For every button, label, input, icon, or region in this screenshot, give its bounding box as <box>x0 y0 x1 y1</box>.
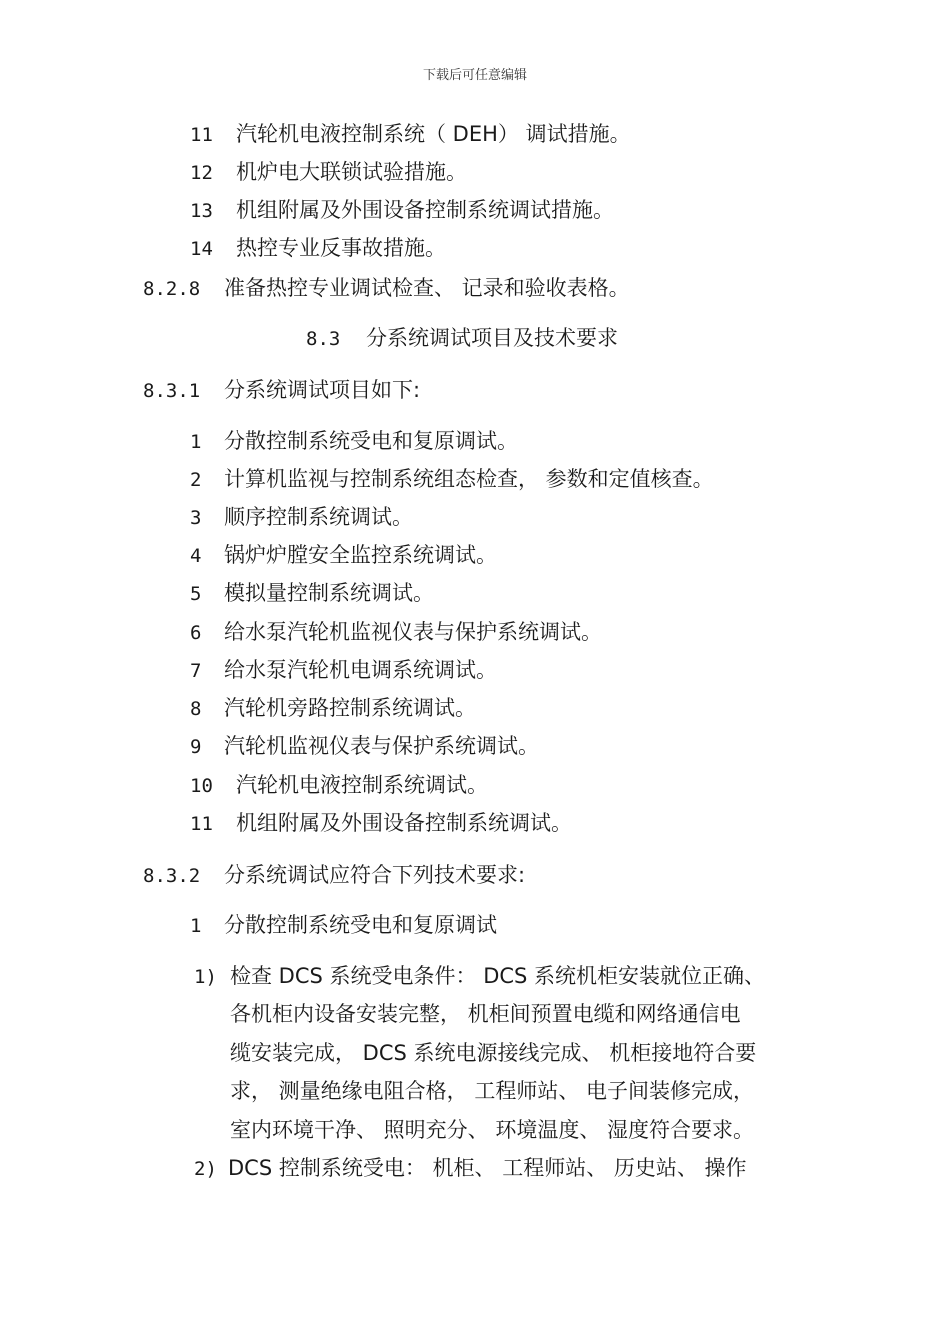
section-text: 分系统调试项目如下: <box>224 378 421 402</box>
item-number: 11 <box>190 124 213 146</box>
item-number: 4 <box>190 545 202 567</box>
item-number: 10 <box>190 775 213 797</box>
item-number: 9 <box>190 736 202 758</box>
item-number: 1 <box>190 431 202 453</box>
item-text: 机炉电大联锁试验措施。 <box>236 160 467 184</box>
page-header: 下载后可任意编辑 <box>422 68 527 83</box>
item-text: 给水泵汽轮机监视仪表与保护系统调试。 <box>224 620 602 644</box>
item-text: 汽轮机旁路控制系统调试。 <box>224 696 476 720</box>
item-number: 7 <box>190 660 202 682</box>
section-number: 8.2.8 <box>143 278 201 300</box>
item-number: 6 <box>190 622 202 644</box>
subsection-text: 分散控制系统受电和复原调试 <box>224 913 497 937</box>
item-text: 计算机监视与控制系统组态检查， 参数和定值核查。 <box>224 467 714 491</box>
section-number: 8.3.1 <box>143 380 201 402</box>
section-number: 8.3.2 <box>143 865 201 887</box>
item-text: 机组附属及外围设备控制系统调试。 <box>236 811 572 835</box>
item-text: 模拟量控制系统调试。 <box>224 581 434 605</box>
paragraph-line: 室内环境干净、 照明充分、 环境温度、 湿度符合要求。 <box>230 1118 755 1142</box>
paragraph-marker: 2) <box>194 1158 217 1180</box>
item-text: 分散控制系统受电和复原调试。 <box>224 429 518 453</box>
subsection-number: 1 <box>190 915 202 937</box>
item-text: 给水泵汽轮机电调系统调试。 <box>224 658 497 682</box>
paragraph-line: 缆安装完成， DCS 系统电源接线完成、 机柜接地符合要 <box>230 1041 757 1065</box>
paragraph-line: DCS 控制系统受电： 机柜、 工程师站、 历史站、 操作 <box>228 1156 747 1180</box>
item-text: 锅炉炉膛安全监控系统调试。 <box>224 543 497 567</box>
paragraph-line: 检查 DCS 系统受电条件： DCS 系统机柜安装就位正确、 <box>230 964 766 988</box>
item-text: 汽轮机监视仪表与保护系统调试。 <box>224 734 539 758</box>
section-text: 准备热控专业调试检查、 记录和验收表格。 <box>224 276 630 300</box>
item-number: 13 <box>190 200 213 222</box>
section-text: 分系统调试应符合下列技术要求: <box>224 863 526 887</box>
item-text: 机组附属及外围设备控制系统调试措施。 <box>236 198 614 222</box>
heading-number: 8.3 <box>306 328 341 350</box>
item-text: 顺序控制系统调试。 <box>224 505 413 529</box>
item-number: 3 <box>190 507 202 529</box>
item-number: 12 <box>190 162 213 184</box>
paragraph-line: 求， 测量绝缘电阻合格， 工程师站、 电子间装修完成， <box>230 1079 755 1103</box>
paragraph-line: 各机柜内设备安装完整， 机柜间预置电缆和网络通信电 <box>230 1002 741 1026</box>
heading-text: 分系统调试项目及技术要求 <box>366 326 618 350</box>
item-number: 8 <box>190 698 202 720</box>
item-number: 5 <box>190 583 202 605</box>
item-text: 汽轮机电液控制系统调试。 <box>236 773 488 797</box>
item-number: 2 <box>190 469 202 491</box>
item-number: 14 <box>190 238 213 260</box>
paragraph-marker: 1) <box>194 966 217 988</box>
item-text: 汽轮机电液控制系统（ DEH） 调试措施。 <box>236 122 631 146</box>
item-number: 11 <box>190 813 213 835</box>
item-text: 热控专业反事故措施。 <box>236 236 446 260</box>
